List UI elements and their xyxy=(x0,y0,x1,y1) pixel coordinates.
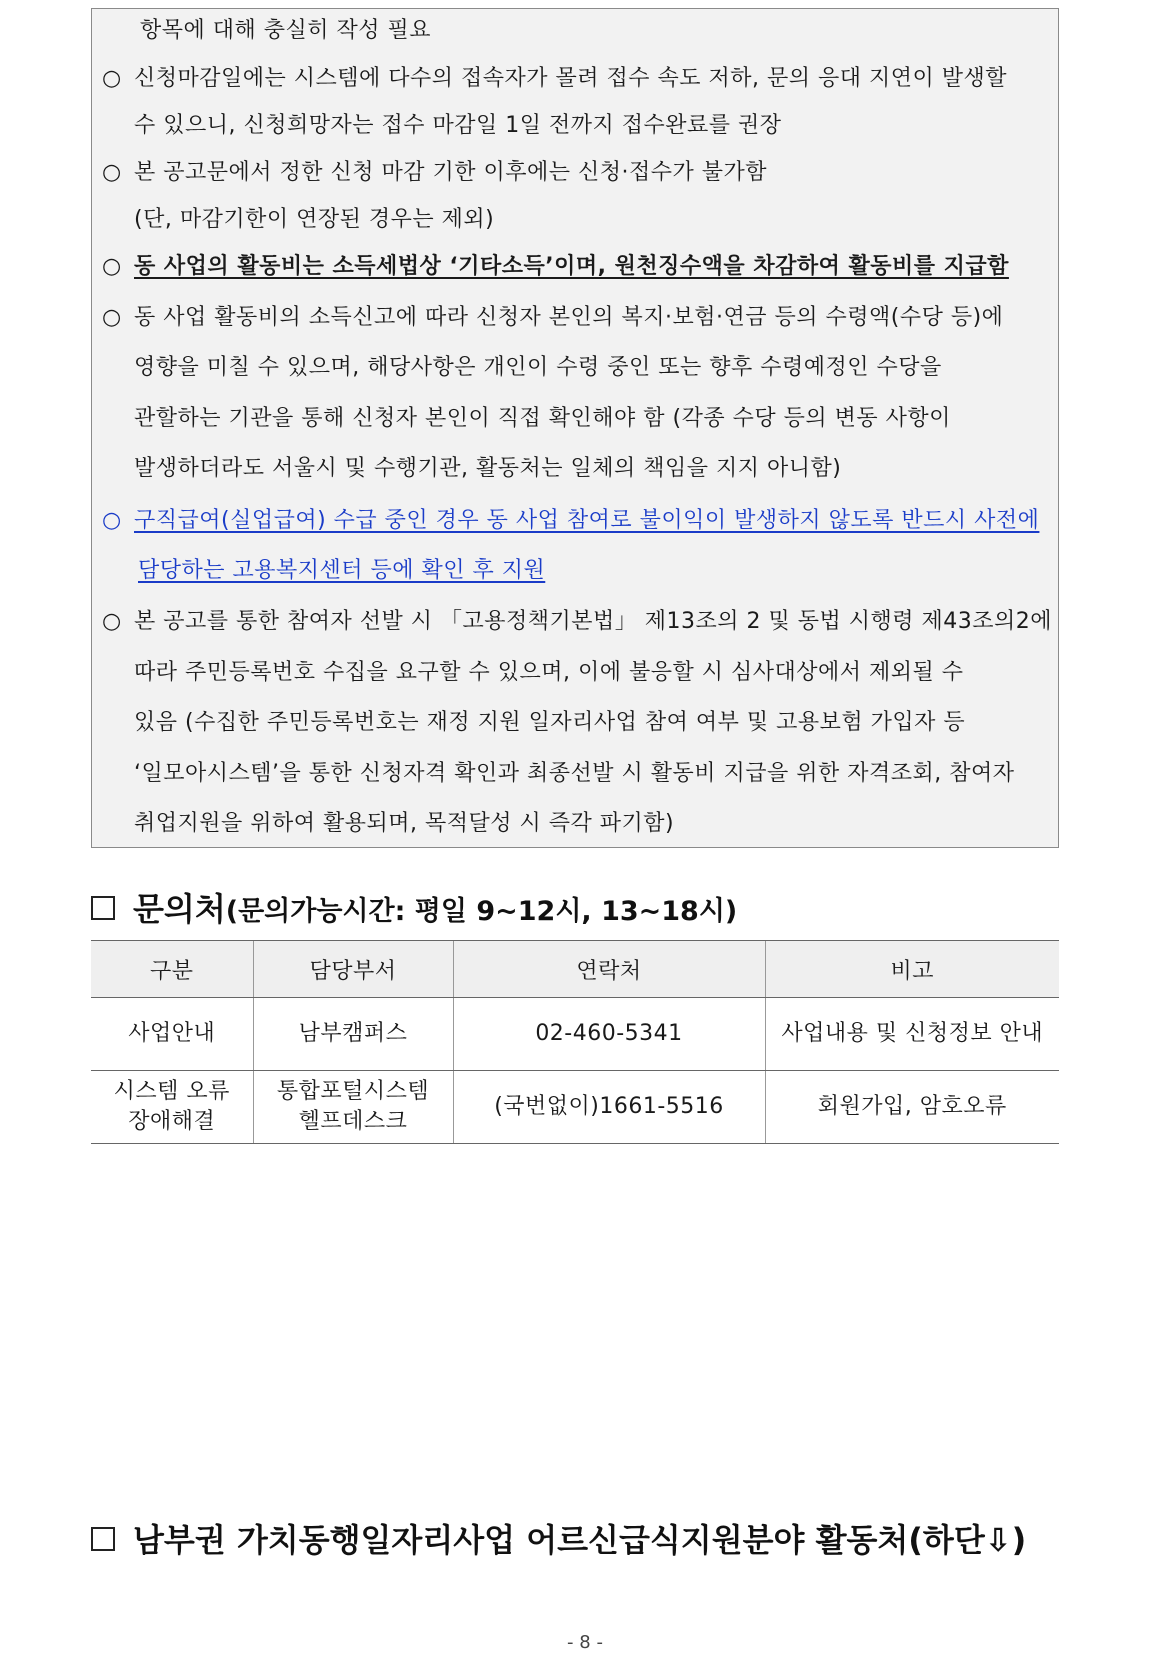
cell-category: 사업안내 xyxy=(91,998,253,1071)
bullet-circle-icon: ○ xyxy=(102,305,122,330)
bullet-circle-icon: ○ xyxy=(102,609,122,634)
cell-dept-line: 통합포털시스템 xyxy=(276,1079,430,1104)
notice-text: 있음 (수집한 주민등록번호는 재정 지원 일자리사업 참여 여부 및 고용보험 가입자 등 xyxy=(134,710,966,735)
bullet-circle-icon: ○ xyxy=(102,160,122,185)
section2-title-text: 남부권 가치동행일자리사업 어르신급식지원분야 활동처(하단⇩) xyxy=(133,1521,1027,1559)
page-number: - 8 - xyxy=(567,1632,603,1653)
notice-text: 본 공고를 통한 참여자 선발 시 「고용정책기본법」 제13조의 2 및 동법 시행령 제43조의2에 xyxy=(134,609,1052,634)
column-header: 담당부서 xyxy=(253,941,453,998)
notice-line: 항목에 대해 충실히 작성 필요 xyxy=(140,18,431,43)
contact-table xyxy=(91,940,1059,1144)
bullet-circle-icon: ○ xyxy=(102,508,122,533)
notice-text: 동 사업 활동비의 소득신고에 따라 신청자 본인의 복지·보험·연금 등의 수령액(수당 등)에 xyxy=(134,305,1004,330)
table-header-row xyxy=(91,941,1059,998)
notice-text-emphasis: 동 사업의 활동비는 소득세법상 ‘기타소득’이며, 원천징수액을 차감하여 활동비를 지급함 xyxy=(134,254,1009,279)
checkbox-icon xyxy=(91,896,115,920)
notice-text: 신청마감일에는 시스템에 다수의 접속자가 몰려 접수 속도 저하, 문의 응대 지연이 발생할 xyxy=(134,66,1007,91)
checkbox-icon xyxy=(91,1527,115,1551)
notice-text: ‘일모아시스템’을 통한 신청자격 확인과 최종선발 시 활동비 지급을 위한 자격조회, 참여자 xyxy=(134,761,1015,786)
cell-note: 사업내용 및 신청정보 안내 xyxy=(765,998,1059,1071)
notice-item xyxy=(102,64,1007,94)
contact-title-sub: (문의가능시간: 평일 9~12시, 13~18시) xyxy=(225,896,738,927)
notice-text: 취업지원을 위하여 활용되며, 목적달성 시 즉각 파기함) xyxy=(134,811,675,836)
cell-phone: 02-460-5341 xyxy=(453,998,765,1071)
cell-category-line: 시스템 오류 xyxy=(113,1079,230,1104)
table-row xyxy=(91,998,1059,1071)
contact-section-title xyxy=(91,884,737,930)
column-header: 연락처 xyxy=(453,941,765,998)
notice-item xyxy=(102,506,1039,536)
notice-text-highlight: 담당하는 고용복지센터 등에 확인 후 지원 xyxy=(138,558,546,583)
notice-text: 관할하는 기관을 통해 신청자 본인이 직접 확인해야 함 (각종 수당 등의 변동 사항이 xyxy=(134,406,951,431)
cell-dept: 남부캠퍼스 xyxy=(253,998,453,1071)
cell-category-line: 장애해결 xyxy=(128,1109,216,1134)
notice-item xyxy=(102,158,767,188)
table-row xyxy=(91,1071,1059,1144)
notice-text: 본 공고문에서 정한 신청 마감 기한 이후에는 신청·접수가 불가함 xyxy=(134,160,767,185)
notice-item xyxy=(102,607,1052,637)
section2-title xyxy=(91,1515,1026,1561)
contact-title-main: 문의처 xyxy=(133,890,226,928)
notice-item xyxy=(102,252,1009,282)
cell-category xyxy=(91,1071,253,1144)
bullet-circle-icon: ○ xyxy=(102,254,122,279)
notice-text-highlight: 구직급여(실업급여) 수급 중인 경우 동 사업 참여로 불이익이 발생하지 않도록 반드시 사전에 xyxy=(134,508,1040,533)
cell-dept xyxy=(253,1071,453,1144)
column-header: 비고 xyxy=(765,941,1059,998)
cell-dept-line: 헬프데스크 xyxy=(298,1109,408,1134)
notice-text: 발생하더라도 서울시 및 수행기관, 활동처는 일체의 책임을 지지 아니함) xyxy=(134,456,842,481)
notice-text: 수 있으니, 신청희망자는 접수 마감일 1일 전까지 접수완료를 권장 xyxy=(134,113,782,138)
notice-text: 영향을 미칠 수 있으며, 해당사항은 개인이 수령 중인 또는 향후 수령예정인 수당을 xyxy=(134,355,942,380)
notice-item xyxy=(102,303,1003,333)
notice-text: 따라 주민등록번호 수집을 요구할 수 있으며, 이에 불응할 시 심사대상에서 제외될 수 xyxy=(134,660,964,685)
cell-phone: (국번없이)1661-5516 xyxy=(453,1071,765,1144)
cell-note: 회원가입, 암호오류 xyxy=(765,1071,1059,1144)
bullet-circle-icon: ○ xyxy=(102,66,122,91)
notice-text: (단, 마감기한이 연장된 경우는 제외) xyxy=(134,207,495,232)
column-header: 구분 xyxy=(91,941,253,998)
